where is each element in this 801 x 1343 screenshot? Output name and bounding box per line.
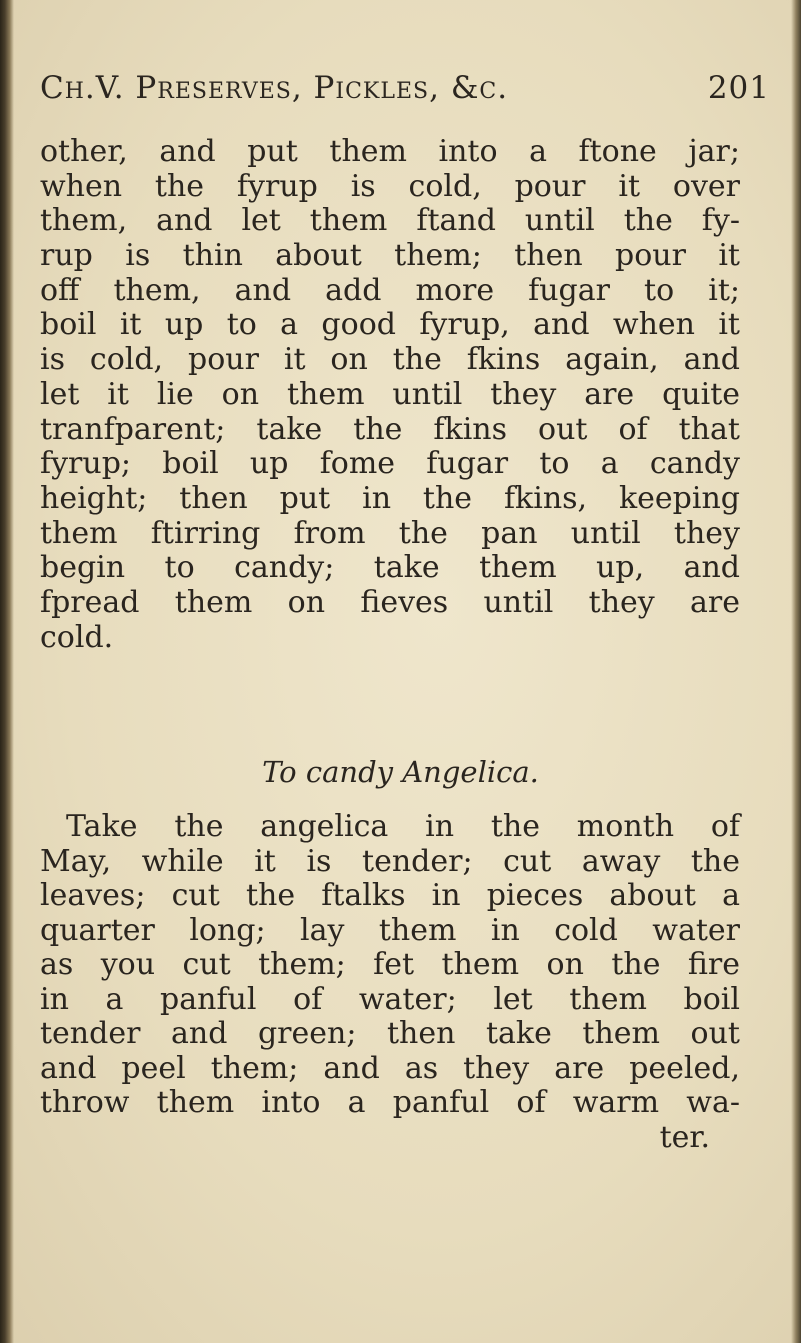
text-line: tender and green; then take them out xyxy=(40,1016,740,1051)
text-line: in a panful of water; let them boil xyxy=(40,981,740,1017)
recipe-heading: To candy Angelica. xyxy=(262,755,539,789)
text-line: fyrup; boil up fome fugar to a candy xyxy=(40,446,740,482)
text-line: them ftirring from the pan until they xyxy=(40,515,740,551)
text-line: let it lie on them until they are quite xyxy=(40,376,740,412)
text-line: and peel them; and as they are peeled, xyxy=(40,1050,740,1086)
text-line: May, while it is tender; cut away the xyxy=(40,843,740,879)
text-line: when the fyrup is cold, pour it over xyxy=(40,168,740,204)
text-line: other, and put them into a ftone jar; xyxy=(40,134,740,169)
paragraph-candy-angelica xyxy=(40,810,740,1155)
text-line: off them, and add more fugar to it; xyxy=(40,272,740,308)
text-line: height; then put in the fkins, keeping xyxy=(40,480,740,516)
text-line: quarter long; lay them in cold water xyxy=(40,912,740,948)
text-line: rup is thin about them; then pour it xyxy=(40,238,740,274)
text-line: ter. xyxy=(659,1119,710,1155)
text-line: begin to candy; take them up, and xyxy=(40,550,740,586)
text-line: as you cut them; fet them on the fire xyxy=(40,947,740,982)
text-line: is cold, pour it on the fkins again, and xyxy=(40,342,740,378)
text-line: fpread them on fieves until they are xyxy=(40,584,740,620)
running-header xyxy=(40,70,770,120)
text-line: leaves; cut the ftalks in pieces about a xyxy=(40,878,740,913)
page-outer-edge xyxy=(791,0,801,1343)
paragraph-preserving-skins xyxy=(40,135,740,655)
text-line: them, and let them ftand until the fy- xyxy=(40,203,740,239)
chapter-title: Ch.V. Preserves, Pickles, &c. xyxy=(40,70,509,106)
text-line: cold. xyxy=(40,619,114,655)
text-line: boil it up to a good fyrup, and when it xyxy=(40,307,740,343)
text-line: throw them into a panful of warm wa- xyxy=(40,1085,740,1120)
page-binding-edge xyxy=(0,0,14,1343)
text-line: tranfparent; take the fkins out of that xyxy=(40,411,740,447)
text-line: Take the angelica in the month of xyxy=(66,809,740,844)
page-number: 201 xyxy=(707,70,770,106)
